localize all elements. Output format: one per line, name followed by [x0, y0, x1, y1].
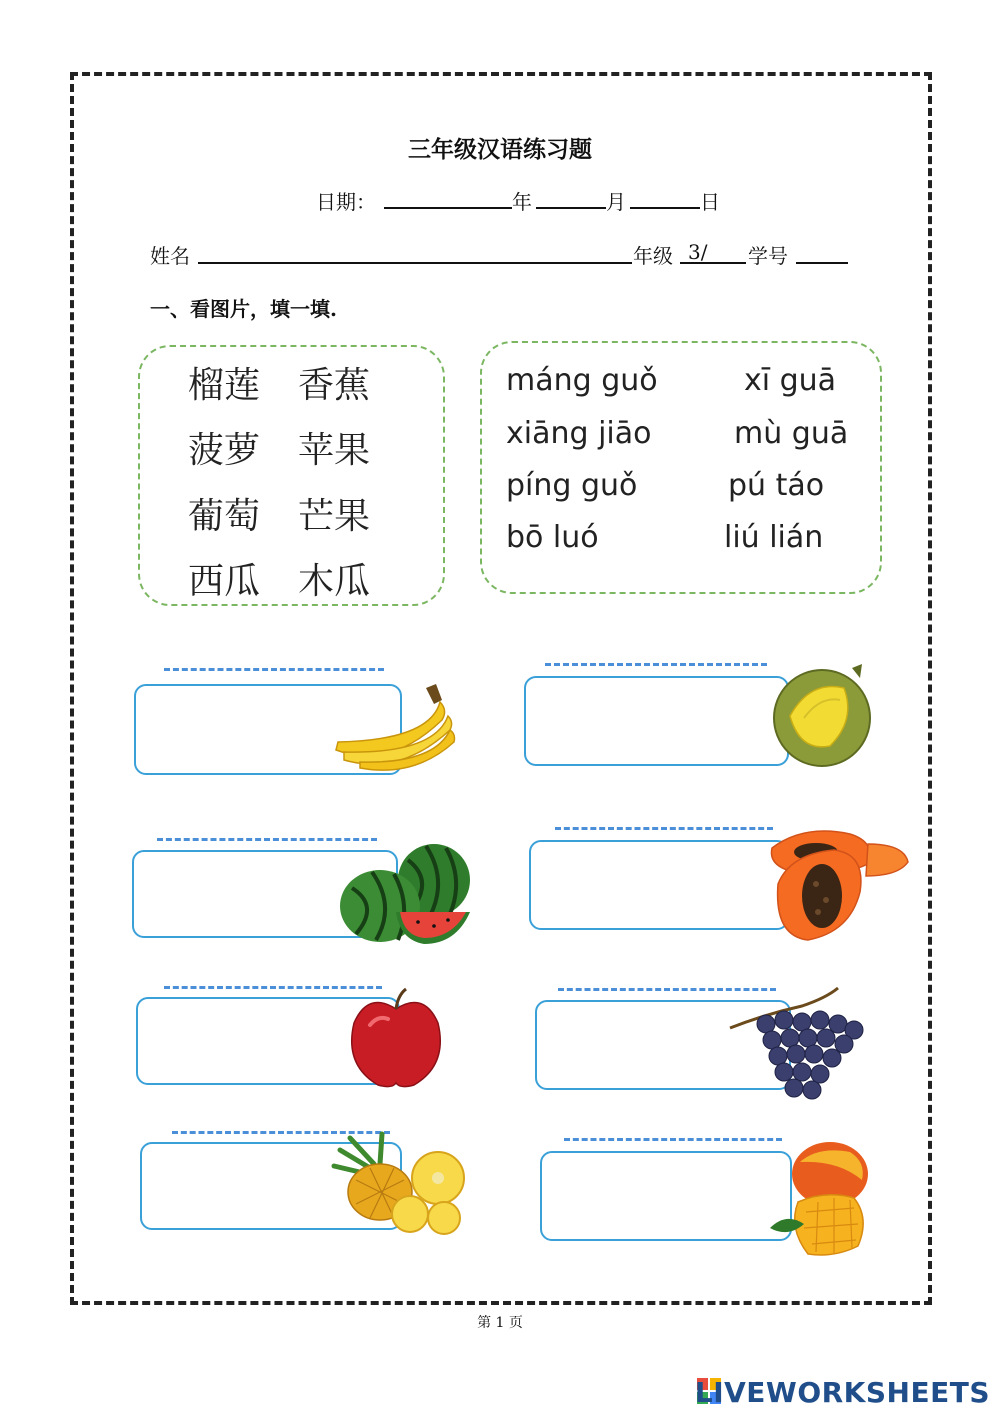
- month-blank[interactable]: [536, 207, 606, 209]
- durian-icon: [770, 660, 874, 770]
- date-label: 日期：: [316, 190, 376, 214]
- name-label: 姓名: [150, 244, 190, 268]
- section-title: 一、看图片，填一填.: [150, 297, 337, 321]
- word-chinese[interactable]: 苹果: [298, 430, 371, 471]
- student-no-label: 学号: [748, 244, 788, 268]
- pinyin-word-bank: [480, 341, 882, 594]
- brand-name: LIVEWORKSHEETS: [694, 1376, 990, 1409]
- papaya-icon: [764, 814, 912, 948]
- worksheet-title: 三年级汉语练习题: [408, 136, 592, 163]
- month-label: 月: [606, 190, 626, 214]
- answer-box[interactable]: [540, 1151, 792, 1241]
- word-pinyin[interactable]: píng guǒ: [506, 468, 638, 503]
- answer-box[interactable]: [524, 676, 789, 766]
- banana-icon: [330, 680, 458, 772]
- answer-box[interactable]: [529, 840, 789, 930]
- grade-blank[interactable]: [680, 262, 746, 264]
- chinese-word-bank: [138, 345, 445, 606]
- word-pinyin[interactable]: máng guǒ: [506, 363, 658, 398]
- word-chinese[interactable]: 香蕉: [298, 365, 371, 406]
- pineapple-icon: [330, 1130, 470, 1236]
- pinyin-answer-line[interactable]: [545, 663, 767, 666]
- grapes-icon: [726, 984, 870, 1106]
- word-chinese[interactable]: 榴莲: [188, 365, 261, 406]
- student-no-blank[interactable]: [796, 262, 848, 264]
- day-blank[interactable]: [630, 207, 700, 209]
- name-blank[interactable]: [198, 262, 632, 264]
- word-pinyin[interactable]: liú lián: [724, 520, 824, 555]
- apple-icon: [348, 985, 444, 1091]
- pinyin-answer-line[interactable]: [164, 668, 384, 671]
- word-chinese[interactable]: 芒果: [298, 496, 371, 537]
- word-chinese[interactable]: 西瓜: [188, 561, 261, 602]
- year-label: 年: [512, 190, 532, 214]
- word-pinyin[interactable]: bō luó: [506, 520, 599, 555]
- grade-value: 3/: [688, 240, 708, 264]
- word-pinyin[interactable]: pú táo: [728, 468, 825, 503]
- word-chinese[interactable]: 菠萝: [188, 430, 261, 471]
- word-chinese[interactable]: 葡萄: [188, 496, 261, 537]
- word-pinyin[interactable]: xiāng jiāo: [506, 416, 652, 451]
- pinyin-answer-line[interactable]: [564, 1138, 782, 1141]
- word-pinyin[interactable]: xī guā: [744, 363, 837, 398]
- word-pinyin[interactable]: mù guā: [734, 416, 849, 451]
- pinyin-answer-line[interactable]: [555, 827, 773, 830]
- watermelon-icon: [338, 840, 474, 946]
- page-number: 第 1 页: [477, 1315, 523, 1331]
- mango-icon: [758, 1132, 878, 1262]
- grade-label: 年级: [633, 244, 673, 268]
- year-blank[interactable]: [384, 207, 512, 209]
- day-label: 日: [700, 190, 720, 214]
- word-chinese[interactable]: 木瓜: [298, 561, 371, 602]
